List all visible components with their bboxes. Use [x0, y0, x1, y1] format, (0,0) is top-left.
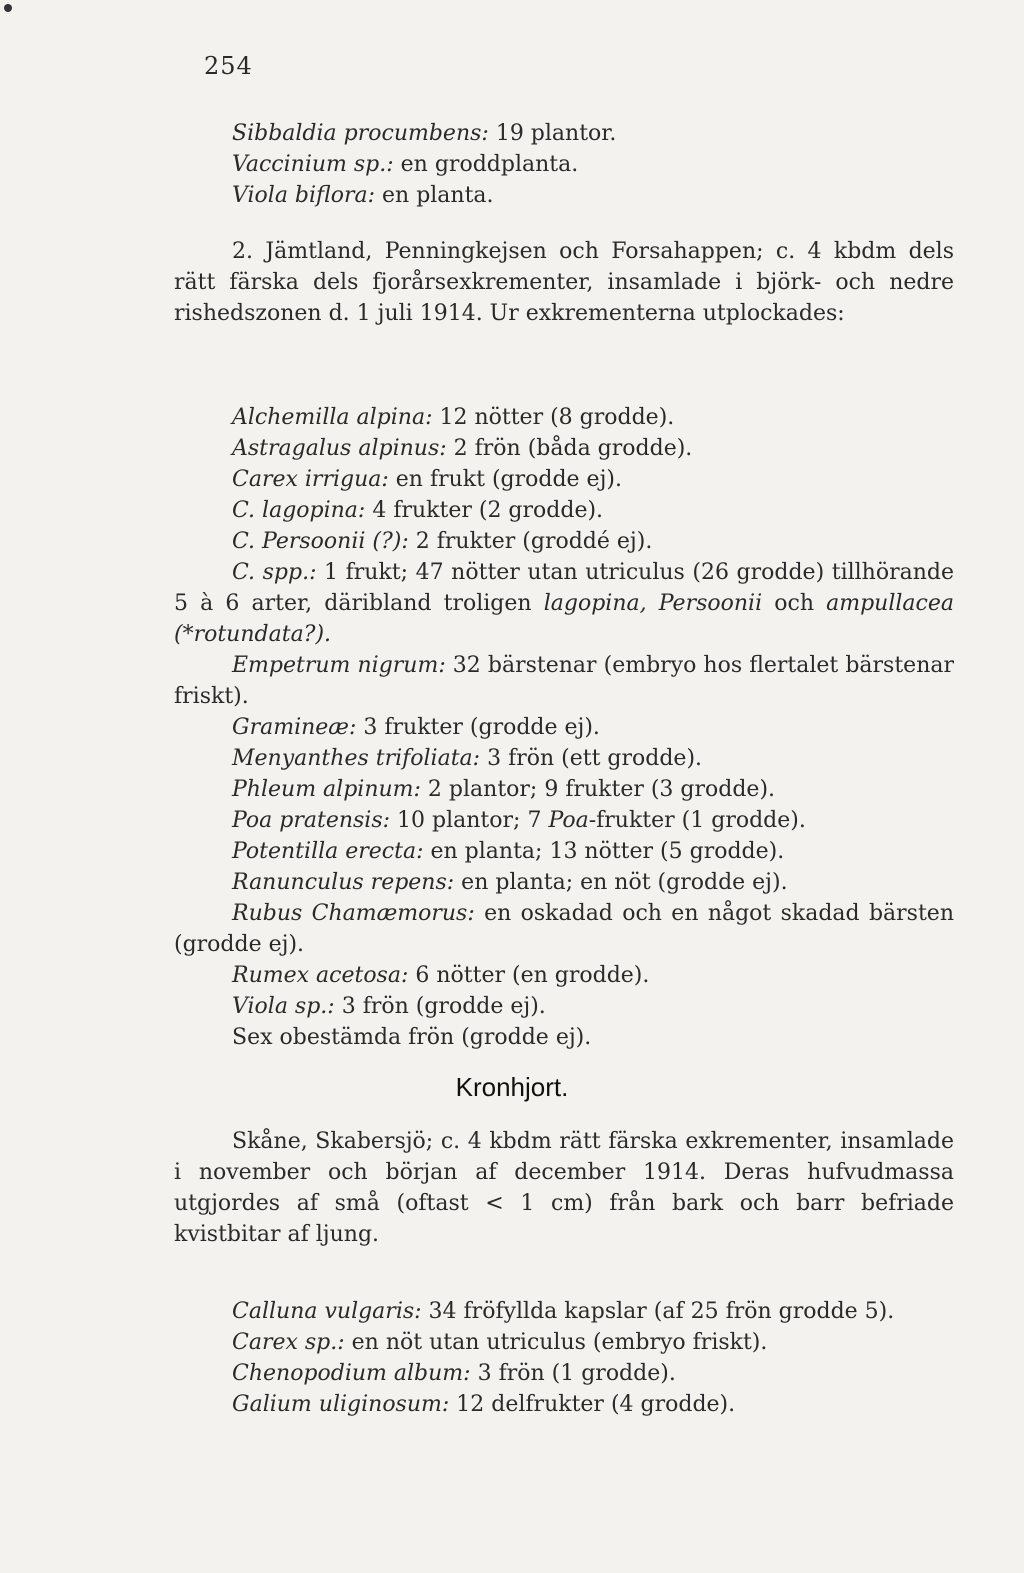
- kronhjort-species-list: [174, 1296, 954, 1420]
- list-item: Sibbaldia procumbens: 19 plantor.: [232, 121, 617, 146]
- list-item: Viola sp.: 3 frön (grodde ej).: [232, 994, 546, 1019]
- list-item: Ranunculus repens: en planta; en nöt (grodde ej).: [232, 870, 788, 895]
- list-item: Potentilla erecta: en planta; 13 nötter (5 grodde).: [232, 839, 785, 864]
- list-item: Sex obestämda frön (grodde ej).: [232, 1025, 592, 1050]
- list-item: C. lagopina: 4 frukter (2 grodde).: [232, 498, 604, 523]
- list-item: Chenopodium album: 3 frön (1 grodde).: [232, 1361, 676, 1386]
- section-heading-kronhjort: Kronhjort.: [455, 1072, 569, 1102]
- list-item: Rubus Chamæmorus: en oskadad och en något skadad bärsten (grodde ej).: [174, 901, 954, 957]
- list-item: Alchemilla alpina: 12 nötter (8 grodde).: [232, 405, 675, 430]
- list-item: Calluna vulgaris: 34 fröfyllda kapslar (af 25 frön grodde 5).: [232, 1299, 895, 1324]
- list-item: Poa pratensis: 10 plantor; 7 Poa-frukter (1 grodde).: [232, 808, 806, 833]
- list-item: C. Persoonii (?): 2 frukter (groddé ej).: [232, 529, 653, 554]
- list-item: Menyanthes trifoliata: 3 frön (ett grodde).: [232, 746, 703, 771]
- kronhjort-paragraph: Skåne, Skabersjö; c. 4 kbdm rätt färska exkrementer, insamlade i november och början af december 1914. Deras hufvudmassa utgjordes af små (oftast < 1 cm) från bark och barr befriade kvistbitar af ljung.: [174, 1129, 954, 1247]
- list-item: Viola biflora: en planta.: [232, 183, 494, 208]
- list-item: Carex irrigua: en frukt (grodde ej).: [232, 467, 622, 492]
- ink-dot: [4, 4, 12, 12]
- list-item: Galium uliginosum: 12 delfrukter (4 grodde).: [232, 1392, 736, 1417]
- list-item: Empetrum nigrum: 32 bärstenar (embryo hos flertalet bärstenar friskt).: [174, 653, 954, 709]
- list-item: Astragalus alpinus: 2 frön (båda grodde).: [232, 436, 693, 461]
- list-item: Vaccinium sp.: en groddplanta.: [232, 152, 579, 177]
- list-item: Gramineæ: 3 frukter (grodde ej).: [232, 715, 600, 740]
- section-2-species-list: [174, 402, 954, 1053]
- list-item: Phleum alpinum: 2 plantor; 9 frukter (3 grodde).: [232, 777, 776, 802]
- page-number: 254: [204, 52, 253, 80]
- section-2-paragraph: 2. Jämtland, Penningkejsen och Forsahappen; c. 4 kbdm dels rätt färska dels fjorårsexkrementer, insamlade i björk- och nedre rishedszonen d. 1 juli 1914. Ur exkrementerna utplockades:: [174, 239, 954, 326]
- intro-species-list: [174, 118, 954, 211]
- list-item: Carex sp.: en nöt utan utriculus (embryo friskt).: [232, 1330, 768, 1355]
- list-item: Rumex acetosa: 6 nötter (en grodde).: [232, 963, 650, 988]
- list-item: C. spp.: 1 frukt; 47 nötter utan utriculus (26 grodde) tillhörande 5 à 6 arter, däribland troligen lagopina, Persoonii och ampullacea (*rotundata?).: [174, 560, 954, 647]
